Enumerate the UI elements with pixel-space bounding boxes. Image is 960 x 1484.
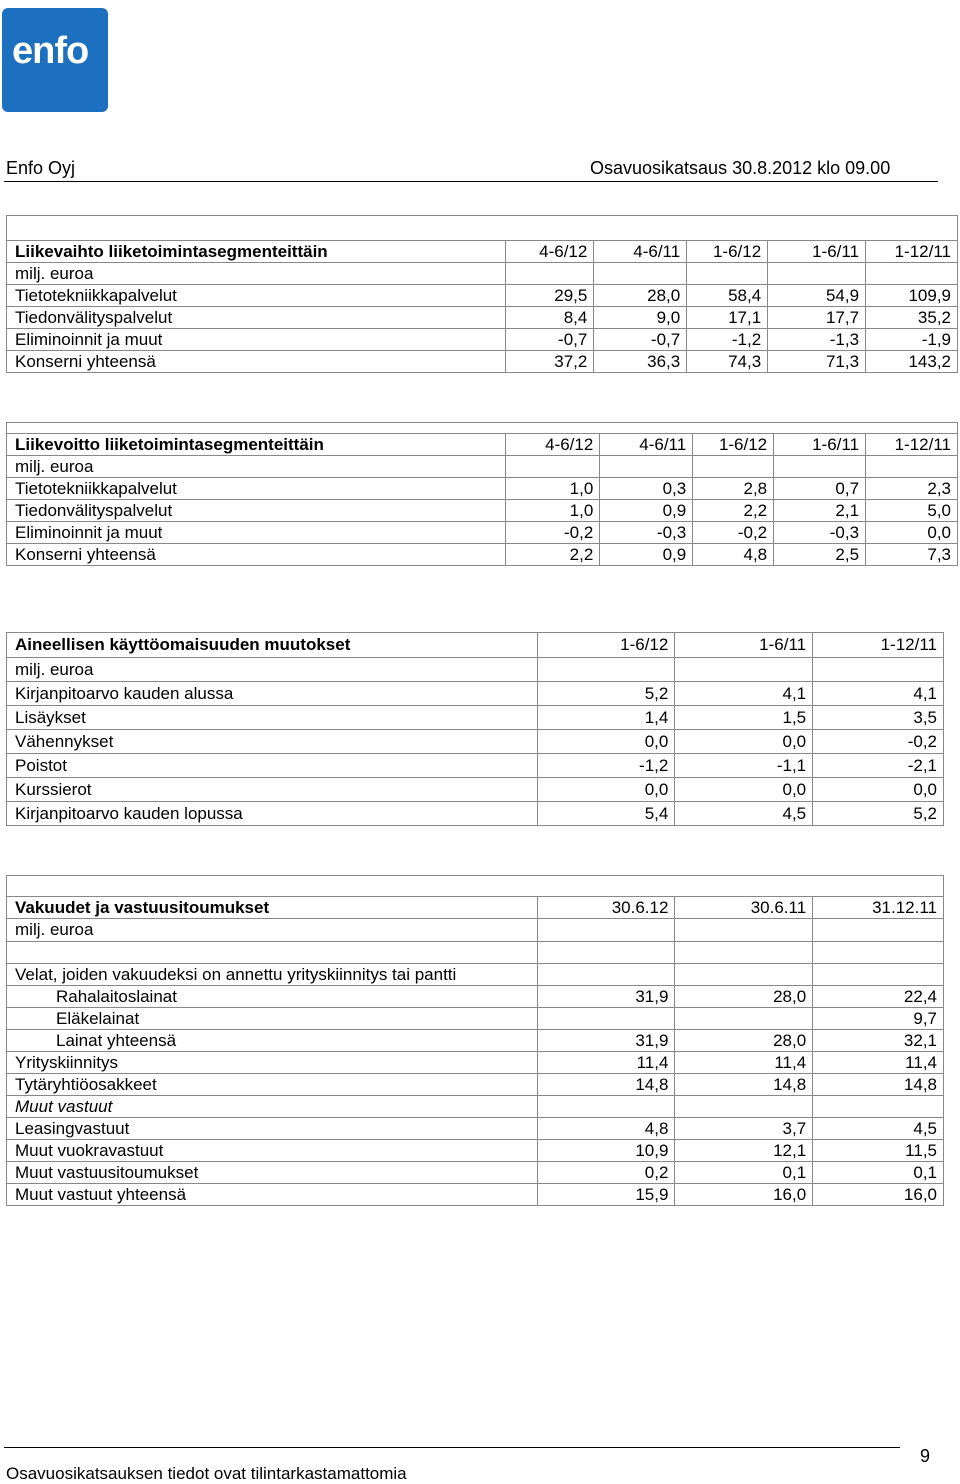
cell-value: 0,3 — [600, 478, 693, 500]
row-label: Tietotekniikkapalvelut — [7, 478, 506, 500]
operating-profit-by-segment-table — [6, 422, 958, 566]
table-row — [7, 1184, 944, 1206]
cell-value: 0,2 — [537, 1162, 675, 1184]
cell-value: 1,5 — [675, 706, 813, 730]
table-row — [7, 478, 958, 500]
cell-value: 2,2 — [693, 500, 774, 522]
cell-value: 2,1 — [774, 500, 866, 522]
unit-label: milj. euroa — [7, 658, 538, 682]
cell-value: 2,2 — [506, 544, 600, 566]
cell-value: 3,7 — [675, 1118, 813, 1140]
column-header: 1-6/11 — [774, 434, 866, 456]
row-label: Tiedonvälityspalvelut — [7, 307, 506, 329]
cell-value: 0,0 — [537, 778, 675, 802]
cell-value: -0,7 — [594, 329, 687, 351]
table-row — [7, 730, 944, 754]
table-row — [7, 307, 958, 329]
table-row — [7, 351, 958, 373]
table-row — [7, 1162, 944, 1184]
cell-value: -1,2 — [687, 329, 768, 351]
cell-value: 0,0 — [813, 778, 944, 802]
cell-value: 4,5 — [813, 1118, 944, 1140]
column-header: 1-6/11 — [675, 633, 813, 658]
column-header: 1-12/11 — [866, 241, 958, 263]
cell-value: -0,2 — [506, 522, 600, 544]
cell-value: 1,0 — [506, 500, 600, 522]
cell-value: -1,1 — [675, 754, 813, 778]
company-name: Enfo Oyj — [6, 158, 76, 178]
cell-value: 11,5 — [813, 1140, 944, 1162]
cell-value: 2,3 — [866, 478, 958, 500]
row-label: Tytäryhtiöosakkeet — [7, 1074, 538, 1096]
enfo-logo — [2, 8, 108, 112]
cell-value: 11,4 — [675, 1052, 813, 1074]
table-title: Vakuudet ja vastuusitoumukset — [7, 897, 538, 919]
table-row — [7, 778, 944, 802]
row-label: Muut vastuut yhteensä — [7, 1184, 538, 1206]
column-header: 1-12/11 — [813, 633, 944, 658]
column-header: 1-6/12 — [693, 434, 774, 456]
row-label: Muut vastuut — [7, 1096, 538, 1118]
unit-label: milj. euroa — [7, 263, 506, 285]
cell-value: 2,8 — [693, 478, 774, 500]
cell-value: 28,0 — [675, 986, 813, 1008]
column-header: 4-6/11 — [600, 434, 693, 456]
cell-value — [537, 1096, 675, 1118]
cell-value: 54,9 — [768, 285, 866, 307]
cell-value: 0,1 — [813, 1162, 944, 1184]
table-row — [7, 1118, 944, 1140]
row-label: Eliminoinnit ja muut — [7, 522, 506, 544]
cell-value: 16,0 — [813, 1184, 944, 1206]
cell-value: 3,5 — [813, 706, 944, 730]
cell-value: 0,9 — [600, 544, 693, 566]
row-label: Konserni yhteensä — [7, 351, 506, 373]
cell-value: 71,3 — [768, 351, 866, 373]
cell-value: 14,8 — [675, 1074, 813, 1096]
footer-note: Osavuosikatsauksen tiedot ovat tilintarkastamattomia — [6, 1464, 407, 1483]
cell-value: 29,5 — [506, 285, 594, 307]
row-label: Kurssierot — [7, 778, 538, 802]
row-label: Konserni yhteensä — [7, 544, 506, 566]
unit-label: milj. euroa — [7, 456, 506, 478]
cell-value: 15,9 — [537, 1184, 675, 1206]
cell-value: 5,0 — [866, 500, 958, 522]
table-row — [7, 1074, 944, 1096]
table-row — [7, 802, 944, 826]
cell-value: 4,1 — [675, 682, 813, 706]
cell-value — [813, 1096, 944, 1118]
cell-value: -0,3 — [600, 522, 693, 544]
cell-value: 14,8 — [537, 1074, 675, 1096]
cell-value: -1,3 — [768, 329, 866, 351]
row-label: Eliminoinnit ja muut — [7, 329, 506, 351]
table-row — [7, 1008, 944, 1030]
table-spacer — [7, 423, 958, 434]
row-label: Rahalaitoslainat — [7, 986, 538, 1008]
cell-value: 4,8 — [537, 1118, 675, 1140]
table-row — [7, 754, 944, 778]
table-row — [7, 682, 944, 706]
cell-value: 0,0 — [537, 730, 675, 754]
unit-label: milj. euroa — [7, 919, 538, 942]
table-row — [7, 1030, 944, 1052]
table-row — [7, 544, 958, 566]
cell-value: 143,2 — [866, 351, 958, 373]
cell-value: 7,3 — [866, 544, 958, 566]
cell-value: 0,0 — [675, 730, 813, 754]
cell-value: 4,5 — [675, 802, 813, 826]
column-header: 1-6/12 — [687, 241, 768, 263]
cell-value: 12,1 — [675, 1140, 813, 1162]
cell-value: 11,4 — [537, 1052, 675, 1074]
cell-value: 4,8 — [693, 544, 774, 566]
row-label: Lisäykset — [7, 706, 538, 730]
fixed-assets-changes-table — [6, 632, 944, 826]
column-header: 30.6.12 — [537, 897, 675, 919]
cell-value: -0,7 — [506, 329, 594, 351]
row-label: Yrityskiinnitys — [7, 1052, 538, 1074]
cell-value: 58,4 — [687, 285, 768, 307]
cell-value: 11,4 — [813, 1052, 944, 1074]
row-label: Kirjanpitoarvo kauden lopussa — [7, 802, 538, 826]
column-header: 1-6/12 — [537, 633, 675, 658]
table-row — [7, 329, 958, 351]
cell-value: 17,7 — [768, 307, 866, 329]
cell-value — [675, 1008, 813, 1030]
row-label: Poistot — [7, 754, 538, 778]
table-row — [7, 1096, 944, 1118]
cell-value: 16,0 — [675, 1184, 813, 1206]
cell-value: 4,1 — [813, 682, 944, 706]
cell-value: 37,2 — [506, 351, 594, 373]
cell-value: -1,2 — [537, 754, 675, 778]
cell-value: 0,0 — [866, 522, 958, 544]
cell-value: 9,7 — [813, 1008, 944, 1030]
cell-value: 14,8 — [813, 1074, 944, 1096]
table-title: Liikevaihto liiketoimintasegmenteittäin — [7, 241, 506, 263]
column-header: 30.6.11 — [675, 897, 813, 919]
cell-value: 17,1 — [687, 307, 768, 329]
row-label: Leasingvastuut — [7, 1118, 538, 1140]
cell-value: 28,0 — [675, 1030, 813, 1052]
table-title: Liikevoitto liiketoimintasegmenteittäin — [7, 434, 506, 456]
cell-value: 31,9 — [537, 1030, 675, 1052]
column-header: 4-6/12 — [506, 241, 594, 263]
cell-value: -1,9 — [866, 329, 958, 351]
row-label: Lainat yhteensä — [7, 1030, 538, 1052]
cell-value: 32,1 — [813, 1030, 944, 1052]
cell-value: 5,2 — [537, 682, 675, 706]
column-header: 4-6/12 — [506, 434, 600, 456]
row-label: Kirjanpitoarvo kauden alussa — [7, 682, 538, 706]
row-label: Muut vastuusitoumukset — [7, 1162, 538, 1184]
cell-value: 1,4 — [537, 706, 675, 730]
header-divider — [4, 181, 938, 182]
cell-value: 10,9 — [537, 1140, 675, 1162]
cell-value: 35,2 — [866, 307, 958, 329]
cell-value: -0,2 — [693, 522, 774, 544]
cell-value — [675, 1096, 813, 1118]
collateral-commitments-table — [6, 875, 944, 1206]
cell-value: -0,3 — [774, 522, 866, 544]
cell-value: 28,0 — [594, 285, 687, 307]
table-row — [7, 285, 958, 307]
row-label: Eläkelainat — [7, 1008, 538, 1030]
footer-divider — [4, 1447, 900, 1448]
table-row — [7, 706, 944, 730]
table-spacer — [7, 876, 944, 897]
cell-value: 5,4 — [537, 802, 675, 826]
table-row — [7, 522, 958, 544]
cell-value — [537, 1008, 675, 1030]
table-title: Aineellisen käyttöomaisuuden muutokset — [7, 633, 538, 658]
section-label: Velat, joiden vakuudeksi on annettu yrityskiinnitys tai pantti — [7, 964, 538, 986]
cell-value: 1,0 — [506, 478, 600, 500]
cell-value: 0,0 — [675, 778, 813, 802]
column-header: 4-6/11 — [594, 241, 687, 263]
cell-value: 9,0 — [594, 307, 687, 329]
cell-value: 0,9 — [600, 500, 693, 522]
table-row — [7, 1140, 944, 1162]
column-header: 1-6/11 — [768, 241, 866, 263]
row-label: Tiedonvälityspalvelut — [7, 500, 506, 522]
report-title: Osavuosikatsaus 30.8.2012 klo 09.00 — [590, 158, 891, 178]
table-row — [7, 500, 958, 522]
cell-value: 31,9 — [537, 986, 675, 1008]
cell-value: 2,5 — [774, 544, 866, 566]
table-row — [7, 1052, 944, 1074]
row-label: Vähennykset — [7, 730, 538, 754]
revenue-by-segment-table — [6, 215, 958, 373]
cell-value: 8,4 — [506, 307, 594, 329]
page-number: 9 — [920, 1446, 931, 1466]
cell-value: 0,1 — [675, 1162, 813, 1184]
table-row — [7, 986, 944, 1008]
cell-value: -0,2 — [813, 730, 944, 754]
cell-value: -2,1 — [813, 754, 944, 778]
cell-value: 0,7 — [774, 478, 866, 500]
cell-value: 22,4 — [813, 986, 944, 1008]
logo-text: enfo — [12, 30, 89, 72]
table-spacer — [7, 216, 958, 241]
cell-value: 5,2 — [813, 802, 944, 826]
column-header: 31.12.11 — [813, 897, 944, 919]
cell-value: 74,3 — [687, 351, 768, 373]
row-label: Muut vuokravastuut — [7, 1140, 538, 1162]
cell-value: 109,9 — [866, 285, 958, 307]
row-label: Tietotekniikkapalvelut — [7, 285, 506, 307]
column-header: 1-12/11 — [866, 434, 958, 456]
cell-value: 36,3 — [594, 351, 687, 373]
